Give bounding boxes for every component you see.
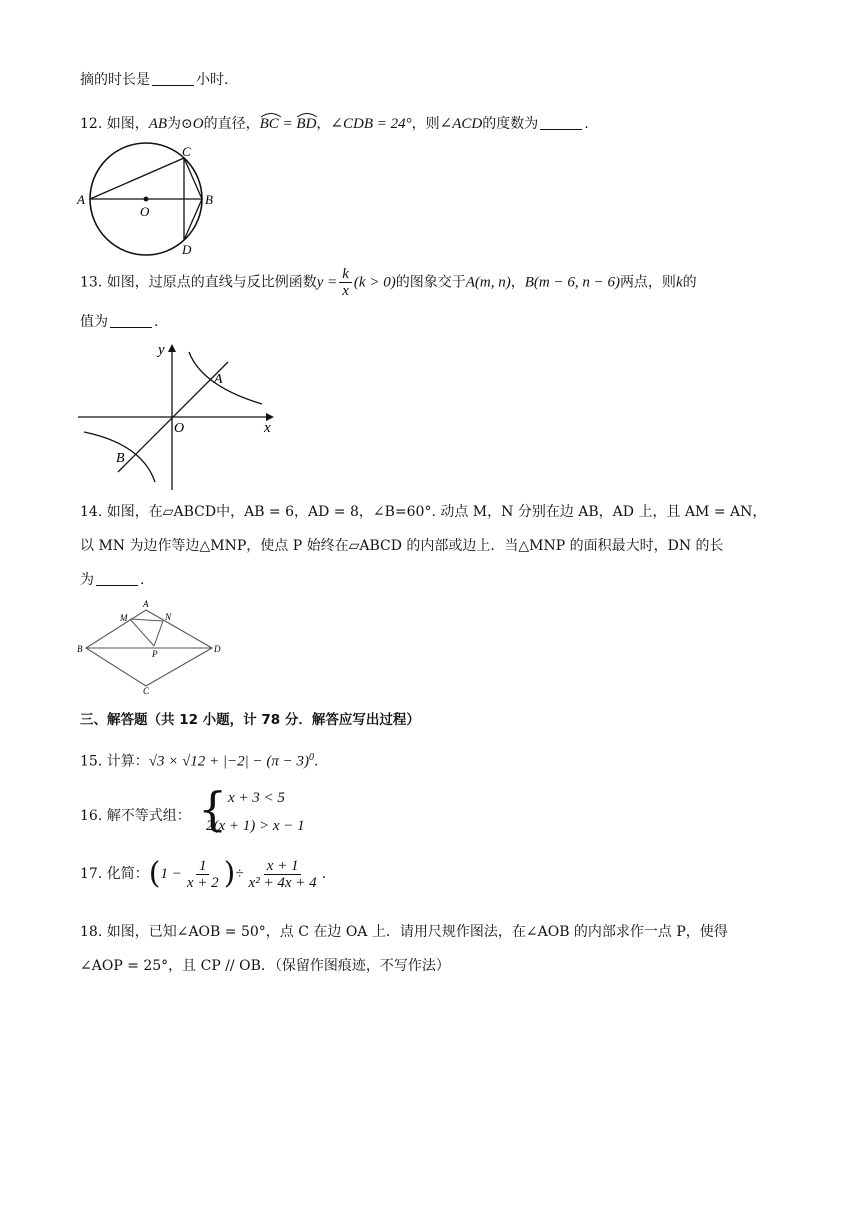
q12-t5: ，则 [411, 116, 440, 132]
q14-number: 14. [80, 504, 103, 520]
q17-den2: x² + 4x + 4 [248, 874, 317, 891]
q13-number: 13. [80, 274, 103, 291]
label-n: N [165, 612, 172, 622]
q17-divide: ÷ [235, 866, 244, 882]
chord-cb [184, 158, 202, 199]
q12-t1: 如图， [106, 116, 149, 132]
q17-num2: x + 1 [264, 858, 302, 875]
q14-end: . [140, 572, 145, 588]
q13-t4: 两点，则 [619, 274, 676, 291]
q16-label-line [80, 806, 191, 826]
label-b: B [77, 644, 83, 654]
q13-frac-den: x [342, 283, 349, 299]
q12-end: . [584, 116, 589, 132]
q17-fraction-1 [184, 858, 222, 891]
q13-cond: (k > 0) [353, 274, 396, 291]
q13-t2: 的图象交于 [395, 274, 466, 291]
label-c: C [182, 144, 191, 159]
arc-mark-icon [260, 112, 282, 118]
q12-o: O [192, 116, 204, 132]
q13-t3: ， [510, 274, 525, 291]
q17-end: . [321, 866, 327, 882]
q14-line1 [80, 502, 766, 522]
q18-line1 [80, 922, 728, 942]
q16-inequality-1: x + 3 < 5 [228, 790, 285, 806]
q12-arc-bd [296, 116, 316, 132]
q12-t2: 为⊙ [167, 116, 193, 132]
segment-np [154, 621, 163, 646]
q14-line3 [80, 570, 144, 590]
q13-t1: 如图，过原点的直线与反比例函数 [106, 274, 317, 291]
q11-text-after: 小时. [196, 72, 229, 88]
q14-line2 [80, 536, 724, 556]
q12-angle: ∠CDB = 24° [330, 116, 412, 132]
q15-expression: √3 × √12 + |−2| − (π − 3) [148, 753, 310, 770]
label-p: P [152, 649, 158, 659]
paren-close: ) [223, 856, 236, 891]
q17-den1: x + 2 [186, 874, 219, 891]
q17-label: 化简： [106, 866, 149, 882]
q12-circle-figure [74, 142, 224, 258]
answer-blank[interactable] [540, 115, 582, 130]
q13-line2a: 值为 [80, 314, 108, 330]
q13-fraction [339, 266, 352, 299]
center-point [144, 197, 149, 202]
label-o: O [140, 204, 150, 219]
q17-text [80, 854, 326, 894]
answer-blank[interactable] [152, 71, 194, 86]
q17-one-minus: 1 − [160, 866, 182, 882]
q17-num1: 1 [196, 858, 210, 875]
q13-text [80, 266, 697, 299]
q12-acd: ∠ACD [439, 116, 483, 132]
q12-t4: ， [316, 116, 331, 132]
label-m: M [120, 613, 128, 623]
q15-text [80, 748, 319, 772]
segment-mn [130, 619, 163, 621]
label-x: x [264, 420, 271, 436]
q11-tail [80, 70, 228, 90]
label-a: A [77, 192, 85, 207]
label-d: D [214, 644, 221, 654]
brace-icon: { [198, 782, 228, 836]
q12-eq: = [278, 116, 297, 132]
q18-number: 18. [80, 924, 103, 940]
y-axis-arrow [168, 344, 176, 352]
q12-t3: 的直径， [203, 116, 260, 132]
q13-t5: 的 [682, 274, 697, 291]
label-o: O [174, 421, 185, 436]
q13-end: . [154, 314, 159, 330]
q16-number: 16. [80, 808, 103, 824]
label-b: B [116, 451, 125, 466]
q16-inequality-2: 2(x + 1) > x − 1 [206, 818, 305, 834]
q12-arc1-label: BC [259, 116, 279, 132]
label-y: y [158, 342, 165, 358]
q18-line2-text: ∠AOP = 25°，且 CP // OB．（保留作图痕迹，不写作法） [80, 958, 450, 974]
q14-line3a: 为 [80, 572, 94, 588]
q12-arc-bc [260, 116, 279, 132]
q17-number: 17. [80, 866, 103, 882]
q18-line2 [80, 956, 450, 976]
label-a: A [214, 372, 223, 387]
q13-graph-figure [76, 340, 286, 492]
q12-ab: AB [148, 116, 168, 132]
section-3-title: 三、解答题（共 12 小题，计 78 分．解答应写出过程） [80, 712, 420, 728]
arc-mark-icon [296, 112, 318, 118]
q11-text-before: 摘的时长是 [80, 72, 150, 88]
q13-point-b: B(m − 6, n − 6) [524, 274, 620, 291]
q15-number: 15. [80, 753, 103, 770]
label-b: B [205, 192, 213, 207]
q13-frac-num: k [339, 266, 352, 283]
q13-line2 [80, 312, 158, 332]
q15-label: 计算： [106, 753, 149, 770]
q12-text [80, 114, 589, 134]
label-c: C [143, 686, 150, 694]
q16-label: 解不等式组： [106, 808, 191, 824]
q14-parallelogram-figure [76, 598, 226, 694]
q13-k2: k [675, 274, 683, 291]
q13-yeq: y = [316, 274, 338, 291]
q14-line2-text: 以 MN 为边作等边△MNP，使点 P 始终在▱ABCD 的内部或边上．当△MNP 的面积最大时，DN 的长 [80, 538, 724, 554]
answer-blank[interactable] [96, 571, 138, 586]
hyperbola-branch-1 [189, 352, 262, 404]
paren-open: ( [148, 856, 161, 891]
q15-end: . [314, 753, 319, 770]
q15-exponent: 0 [309, 752, 315, 763]
chord-db [184, 199, 202, 240]
segment-mp [130, 619, 154, 646]
label-a: A [143, 599, 149, 609]
label-d: D [182, 242, 192, 257]
q18-line1-text: 如图，已知∠AOB = 50°，点 C 在边 OA 上．请用尺规作图法，在∠AOB 的内部求作一点 P，使得 [106, 924, 728, 940]
q14-line1-text: 如图，在▱ABCD中，AB = 6，AD = 8，∠B=60°. 动点 M，N 分别在边 AB，AD 上，且 AM = AN， [106, 504, 767, 520]
q12-number: 12. [80, 116, 103, 132]
chord-ac [90, 158, 184, 199]
q12-t6: 的度数为 [482, 116, 539, 132]
q12-arc2-label: BD [296, 116, 317, 132]
q13-point-a: A(m, n) [465, 274, 511, 291]
answer-blank[interactable] [110, 313, 152, 328]
q17-fraction-2 [246, 858, 320, 891]
